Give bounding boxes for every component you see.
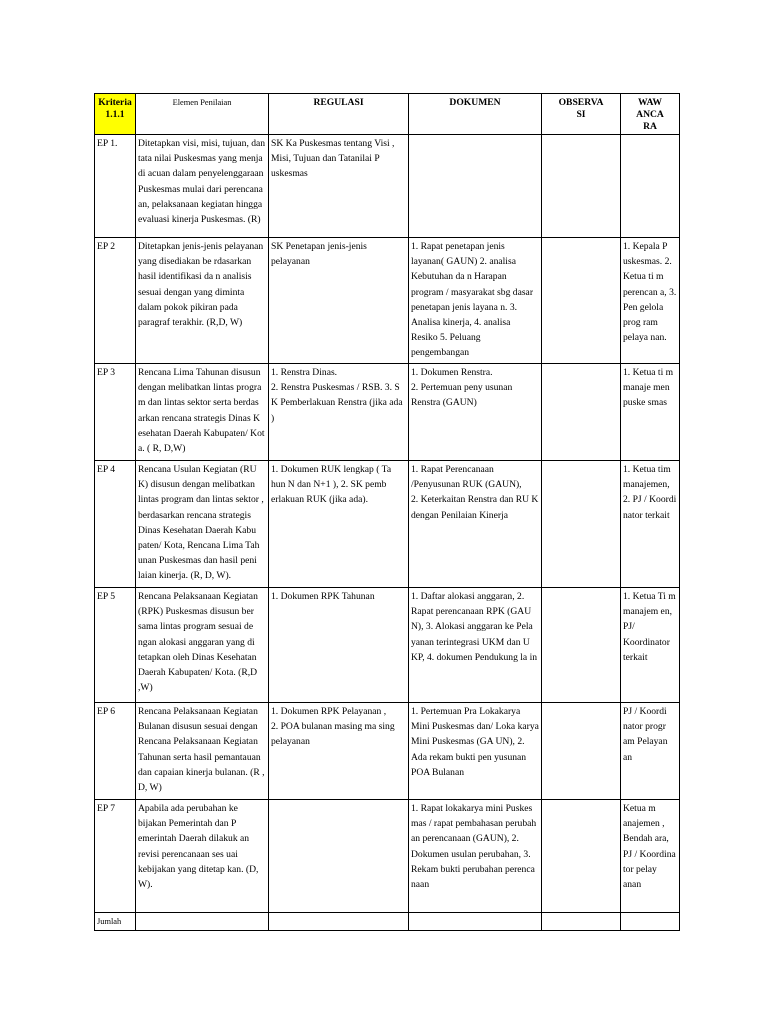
observasi-cell — [542, 703, 621, 800]
regulasi-cell: 1. Dokumen RUK lengkap ( Ta hun N dan N+1 ), 2. SK pemb erlakuan RUK (jika ada). — [269, 461, 409, 588]
table-row — [95, 800, 680, 913]
dokumen-cell: 1. Dokumen Renstra. 2. Pertemuan peny usunan Renstra (GAUN) — [409, 364, 542, 461]
wawancara-cell: PJ / Koordi nator progr am Pelayan an — [621, 703, 680, 800]
dokumen-cell — [409, 135, 542, 238]
ep-label: EP 4 — [95, 461, 136, 588]
dokumen-cell: 1. Rapat penetapan jenis layanan( GAUN) 2. analisa Kebutuhan da n Harapan program / masyarakat sbg dasar penetapan jenis layana n. 3. Analisa kinerja, 4. analisa Resiko 5. Peluang pengembangan — [409, 238, 542, 364]
header-observasi: OBSERVA SI — [542, 94, 621, 135]
ep-label: EP 6 — [95, 703, 136, 800]
ep-label: EP 3 — [95, 364, 136, 461]
wawancara-cell: 1. Kepala P uskesmas. 2. Ketua ti m perencan a, 3. Pen gelola prog ram pelaya nan. — [621, 238, 680, 364]
observasi-cell — [542, 461, 621, 588]
elemen-cell: Rencana Usulan Kegiatan (RU K) disusun dengan melibatkan lintas program dan lintas sektor , berdasarkan rencana strategis Dinas Kesehatan Daerah Kabu paten/ Kota, Rencana Lima Tah unan Puskesmas dan hasil peni laian kinerja. (R, D, W). — [136, 461, 269, 588]
observasi-cell — [542, 135, 621, 238]
wawancara-cell: Ketua m anajemen , Bendah ara, PJ / Koordina tor pelay anan — [621, 800, 680, 913]
jumlah-observasi-cell — [542, 913, 621, 931]
observasi-cell — [542, 238, 621, 364]
jumlah-dokumen-cell — [409, 913, 542, 931]
total-row — [95, 913, 680, 931]
regulasi-cell: 1. Dokumen RPK Tahunan — [269, 588, 409, 703]
elemen-cell: Ditetapkan jenis-jenis pelayanan yang disediakan be rdasarkan hasil identifikasi da n analisis sesuai dengan yang diminta dalam pokok pikiran pada paragraf terakhir. (R,D, W) — [136, 238, 269, 364]
header-wawancara: WAW ANCA RA — [621, 94, 680, 135]
observasi-cell — [542, 588, 621, 703]
dokumen-cell: 1. Rapat lokakarya mini Puskes mas / rapat pembahasan perubah an perencanaan (GAUN), 2. Dokumen usulan perubahan, 3. Rekam bukti perubahan perenca naan — [409, 800, 542, 913]
elemen-cell: Rencana Pelaksanaan Kegiatan Bulanan disusun sesuai dengan Rencana Pelaksanaan Kegiatan Tahunan serta hasil pemantauan dan capaian kinerja bulanan. (R , D, W) — [136, 703, 269, 800]
wawancara-cell — [621, 135, 680, 238]
header-elemen-penilaian: Elemen Penilaian — [136, 94, 269, 135]
elemen-cell: Rencana Pelaksanaan Kegiatan (RPK) Puskesmas disusun ber sama lintas program sesuai de ngan alokasi anggaran yang di tetapkan oleh Dinas Kesehatan Daerah Kabupaten/ Kota. (R,D ,W) — [136, 588, 269, 703]
ep-label: EP 1. — [95, 135, 136, 238]
ep-label: EP 2 — [95, 238, 136, 364]
ep-label: EP 7 — [95, 800, 136, 913]
elemen-cell: Rencana Lima Tahunan disusun dengan melibatkan lintas progra m dan lintas sektor serta berdas arkan rencana strategis Dinas K esehatan Daerah Kabupaten/ Kot a. ( R, D,W) — [136, 364, 269, 461]
regulasi-cell: 1. Renstra Dinas. 2. Renstra Puskesmas / RSB. 3. S K Pemberlakuan Renstra (jika ada ) — [269, 364, 409, 461]
table-row — [95, 461, 680, 588]
regulasi-cell: SK Ka Puskesmas tentang Visi , Misi, Tujuan dan Tatanilai P uskesmas — [269, 135, 409, 238]
dokumen-cell: 1. Pertemuan Pra Lokakarya Mini Puskesmas dan/ Loka karya Mini Puskesmas (GA UN), 2. Ada rekam bukti pen yusunan POA Bulanan — [409, 703, 542, 800]
wawancara-cell: 1. Ketua ti m manaje men puske smas — [621, 364, 680, 461]
header-kriteria: Kriteria 1.1.1 — [95, 94, 136, 135]
elemen-cell: Ditetapkan visi, misi, tujuan, dan tata nilai Puskesmas yang menja di acuan dalam penyelenggaraan Puskesmas mulai dari perencana an, pelaksanaan kegiatan hingga evaluasi kinerja Puskesmas. (R) — [136, 135, 269, 238]
header-dokumen: DOKUMEN — [409, 94, 542, 135]
dokumen-cell: 1. Daftar alokasi anggaran, 2. Rapat perencanaan RPK (GAU N), 3. Alokasi anggaran ke Pela yanan terintegrasi UKM dan U KP, 4. dokumen Pendukung la in — [409, 588, 542, 703]
table-row — [95, 703, 680, 800]
table-row — [95, 364, 680, 461]
regulasi-cell — [269, 800, 409, 913]
table-row — [95, 238, 680, 364]
jumlah-label: Jumlah — [95, 913, 136, 931]
table-row — [95, 588, 680, 703]
regulasi-cell: 1. Dokumen RPK Pelayanan , 2. POA bulanan masing ma sing pelayanan — [269, 703, 409, 800]
ep-label: EP 5 — [95, 588, 136, 703]
table-row — [95, 135, 680, 238]
regulasi-cell: SK Penetapan jenis-jenis pelayanan — [269, 238, 409, 364]
wawancara-cell: 1. Ketua tim manajemen, 2. PJ / Koordi nator terkait — [621, 461, 680, 588]
jumlah-elemen-cell — [136, 913, 269, 931]
wawancara-cell: 1. Ketua Ti m manajem en, PJ/ Koordinator terkait — [621, 588, 680, 703]
table-header-row — [95, 94, 680, 135]
jumlah-regulasi-cell — [269, 913, 409, 931]
jumlah-wawancara-cell — [621, 913, 680, 931]
assessment-table — [94, 93, 680, 931]
dokumen-cell: 1. Rapat Perencanaan /Penyusunan RUK (GAUN), 2. Keterkaitan Renstra dan RU K dengan Penilaian Kinerja — [409, 461, 542, 588]
header-regulasi: REGULASI — [269, 94, 409, 135]
observasi-cell — [542, 800, 621, 913]
elemen-cell: Apabila ada perubahan ke bijakan Pemerintah dan P emerintah Daerah dilakuk an revisi perencanaan ses uai kebijakan yang ditetap kan. (D, W). — [136, 800, 269, 913]
observasi-cell — [542, 364, 621, 461]
